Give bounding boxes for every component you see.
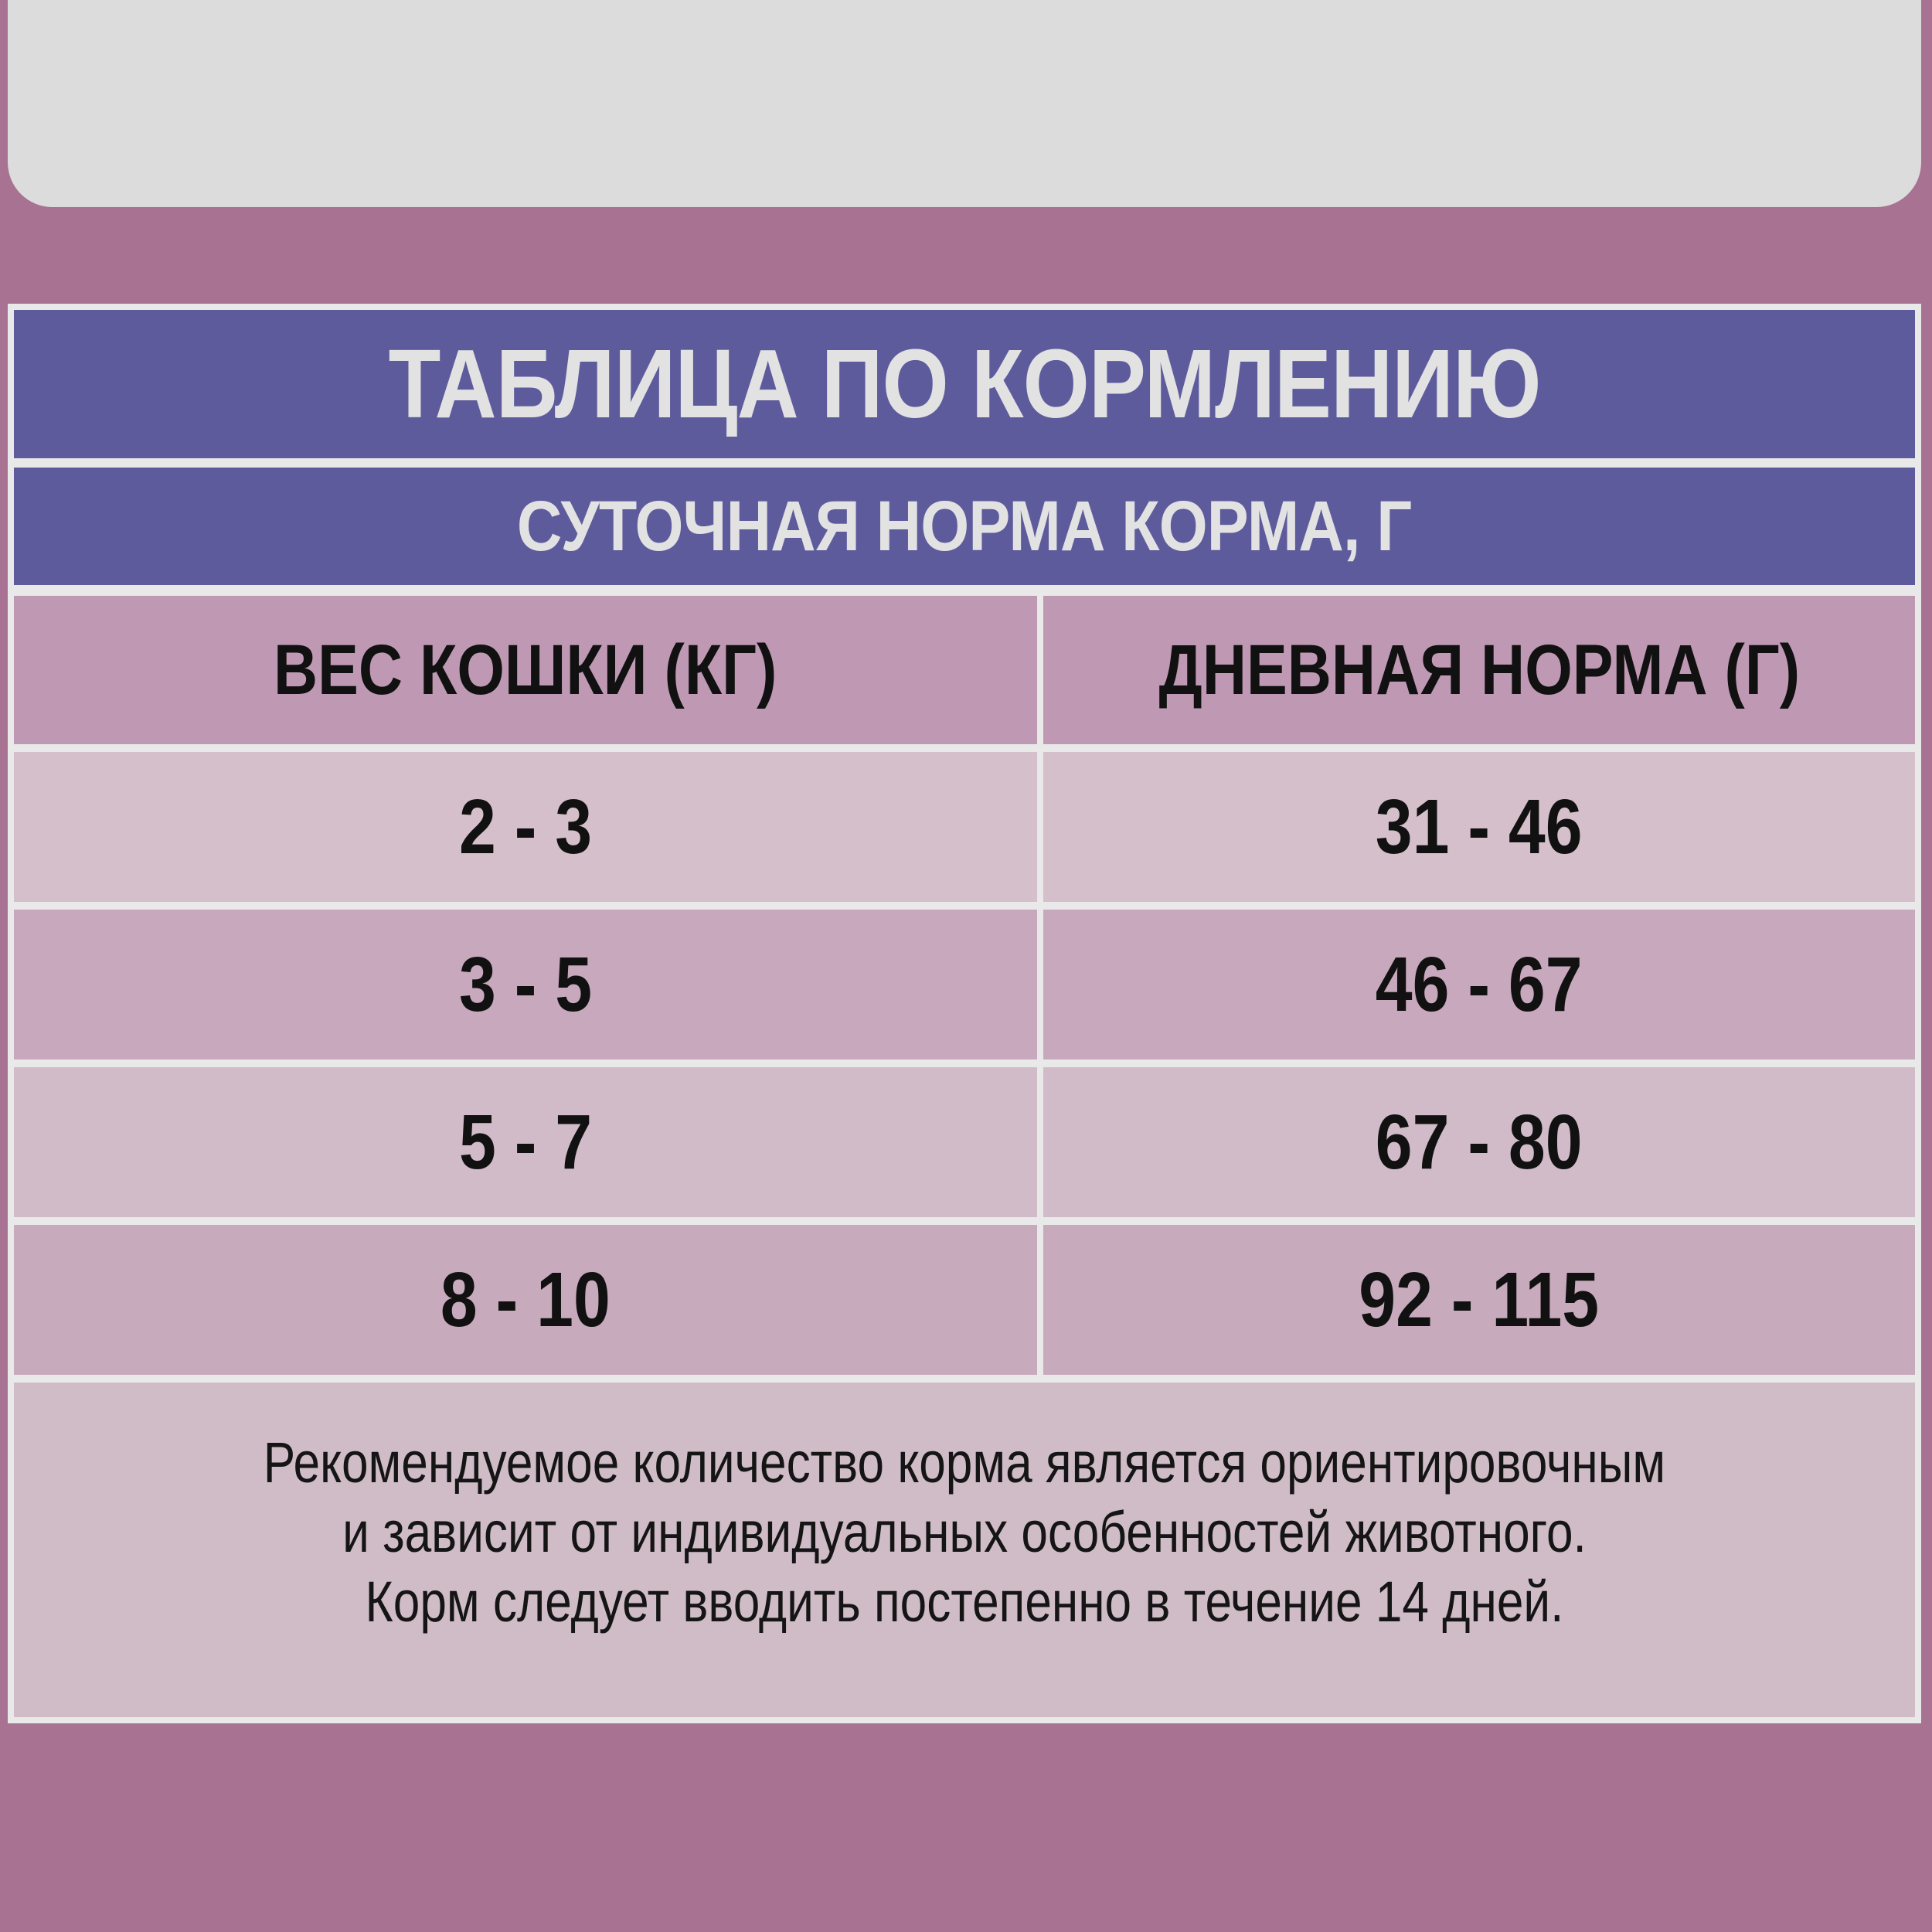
feeding-note [14,1383,1915,1717]
table-row-1-norm [1043,752,1915,902]
table-row-4-norm [1043,1225,1915,1375]
table-row-2-norm-value: 46 - 67 [1376,940,1583,1028]
table-row-1-weight [14,752,1037,902]
feeding-note-text [264,1428,1665,1637]
feeding-note-line-2: и зависит от индивидуальных особенностей животного. [342,1499,1587,1564]
table-title: ТАБЛИЦА ПО КОРМЛЕНИЮ [388,329,1541,438]
table-row-4-norm-value: 92 - 115 [1359,1256,1600,1343]
table-subtitle-band [14,468,1915,585]
table-subtitle: СУТОЧНАЯ НОРМА КОРМА, Г [517,487,1412,566]
feeding-table [8,304,1921,1723]
table-row-2-weight [14,910,1037,1060]
table-row-1-norm-value: 31 - 46 [1376,783,1583,870]
table-row-3-weight-value: 5 - 7 [458,1098,593,1185]
table-row-4-weight-value: 8 - 10 [440,1256,611,1343]
feeding-note-line-1: Рекомендуемое количество корма является ориентировочным [263,1430,1666,1495]
table-title-band [14,310,1915,458]
header-cat-weight-label: ВЕС КОШКИ (КГ) [274,630,777,709]
table-row-4-weight [14,1225,1037,1375]
table-row-3-weight [14,1067,1037,1217]
table-row-3-norm-value: 67 - 80 [1376,1098,1583,1185]
table-row-1-weight-value: 2 - 3 [458,783,593,870]
table-row-3-norm [1043,1067,1915,1217]
feeding-note-line-3: Корм следует вводить постепенно в течение 14 дней. [365,1569,1564,1634]
table-row-2-norm [1043,910,1915,1060]
header-daily-norm [1043,596,1915,744]
table-row-2-weight-value: 3 - 5 [458,940,593,1028]
blank-top-card [8,0,1921,207]
header-daily-norm-label: ДНЕВНАЯ НОРМА (Г) [1158,630,1800,709]
header-cat-weight [14,596,1037,744]
